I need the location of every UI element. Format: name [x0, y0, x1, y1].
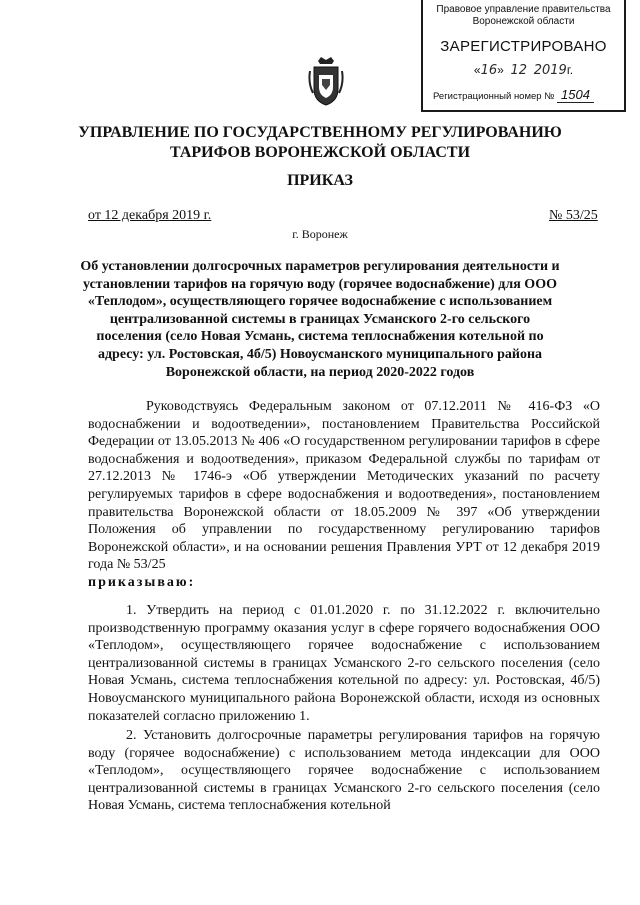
order-city: г. Воронеж — [292, 227, 348, 241]
registration-stamp — [421, 0, 626, 112]
preamble-text: Руководствуясь Федеральным законом от 07.12.2011 № 416-ФЗ «О водоснабжении и водоотведении», постановлением Правительства Российской Федерации от 13.05.2013 № 406 «О государственном регулировании тарифов в сфере водоснабжения и водоотведения», приказом Федеральной службы по тарифам от 27.12.2013 № 1746-э «Об утверждении Методических указаний по расчету регулируемых тарифов в сфере водоснабжения и водоотведения», постановлением правительства Воронежской области от 18.05.2009 № 397 «Об утверждении Положения об управлении по государственному регулированию тарифов Воронежской области», и на основании решения Правления УРТ от 12 декабря 2019 года № 53/25 — [88, 399, 600, 573]
item-1-paragraph: 1. Утвердить на период с 01.01.2020 г. по 31.12.2022 г. включительно производственную программу оказания услуг в сфере горячего водоснабжения ООО «Теплодом», осуществляющего горячее водоснабжение с использованием централизованной системы в границах Усманского 2-го сельского поселения (село Новая Усмань, система теплоснабжения котельной по адресу: ул. Ростовская, 4б/5) Новоусманского муниципального района Воронежской области, исходя из основных показателей согласно приложению 1. — [88, 603, 600, 724]
stamp-month: 12 — [510, 63, 528, 78]
stamp-reg-number-row — [423, 87, 624, 102]
stamp-registered-label: ЗАРЕГИСТРИРОВАНО — [440, 38, 607, 55]
organization-name-line1: УПРАВЛЕНИЕ ПО ГОСУДАРСТВЕННОМУ РЕГУЛИРОВАНИЮ — [78, 124, 562, 141]
order-date: от 12 декабря 2019 г. — [88, 208, 212, 223]
order-number: № 53/25 — [549, 208, 598, 223]
organization-name-line2: ТАРИФОВ ВОРОНЕЖСКОЙ ОБЛАСТИ — [169, 144, 471, 161]
stamp-day: 16 — [480, 63, 498, 78]
decree-word: приказываю: — [88, 574, 196, 590]
stamp-region-line: Воронежской области — [472, 16, 575, 27]
item-2-paragraph: 2. Установить долгосрочные параметры регулирования тарифов на горячую воду (горячее водоснабжение) с использованием метода индексации для ООО «Теплодом», осуществляющего горячее водоснабжение с использованием централизованной системы в границах Усманского 2-го сельского поселения (село Новая Усмань, система теплоснабжения котельной — [88, 728, 600, 814]
stamp-date: «16» 12 2019г. — [473, 63, 574, 78]
stamp-reg-label: Регистрационный номер № — [433, 91, 555, 102]
preamble-paragraph — [88, 398, 600, 592]
coat-of-arms-icon — [308, 55, 344, 107]
stamp-reg-number: 1504 — [557, 87, 594, 103]
stamp-year: 2019 — [533, 63, 567, 78]
document-type: ПРИКАЗ — [287, 172, 353, 189]
stamp-department-line: Правовое управление правительства — [436, 4, 611, 15]
order-title: Об установлении долгосрочных параметров регулирования деятельности и установлении тарифов на горячую воду (горячее водоснабжение) для ООО «Теплодом», осуществляющего горячее водоснабжение с использованием централизованной системы в границах Усманского 2-го сельского поселения (село Новая Усмань, система теплоснабжения котельной по адресу: ул. Ростовская, 4б/5) Новоусманского муниципального района Воронежской области, на период 2020-2022 годов — [80, 259, 560, 380]
